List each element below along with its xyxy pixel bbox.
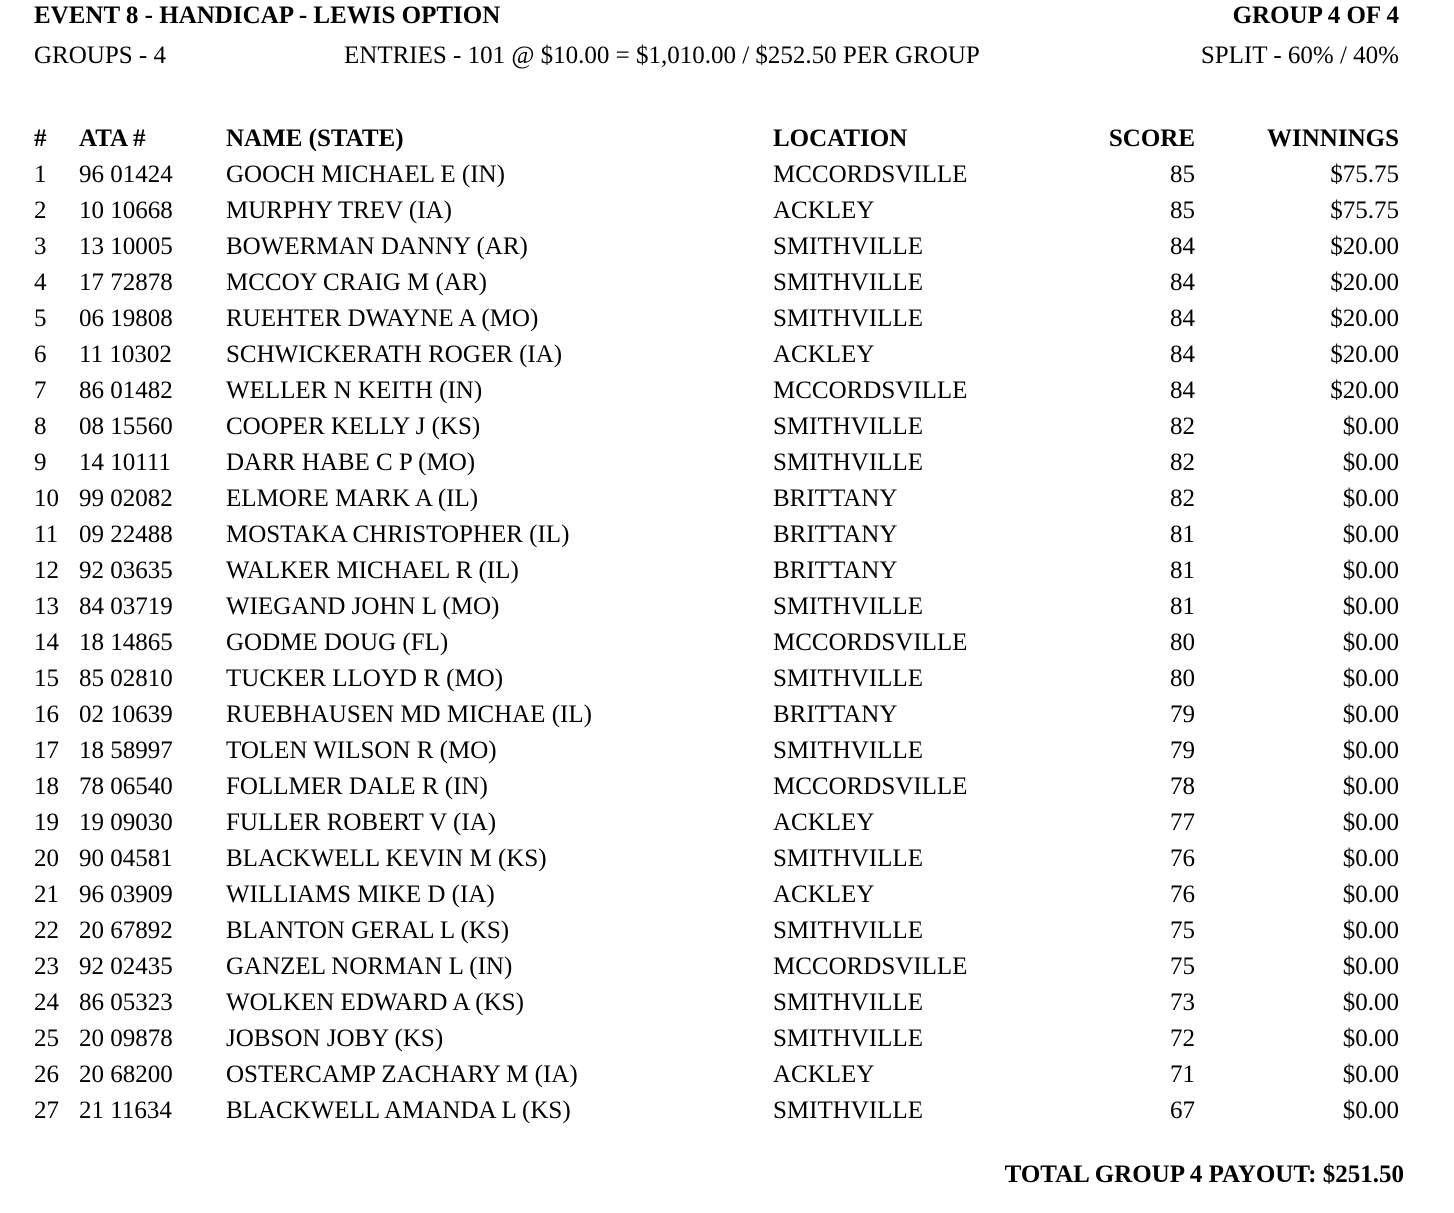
- row-number: 17: [34, 737, 59, 764]
- row-number: 1: [34, 161, 47, 188]
- table-row: [0, 268, 1454, 304]
- location: SMITHVILLE: [773, 917, 923, 944]
- table-row: [0, 196, 1454, 232]
- table-row: [0, 952, 1454, 988]
- shooter-name: BOWERMAN DANNY (AR): [226, 233, 528, 260]
- ata-number: 08 15560: [79, 413, 173, 440]
- row-number: 21: [34, 881, 59, 908]
- location: SMITHVILLE: [773, 269, 923, 296]
- shooter-name: ELMORE MARK A (IL): [226, 485, 479, 512]
- shooter-name: JOBSON JOBY (KS): [226, 1025, 444, 1052]
- winnings: $0.00: [1342, 809, 1399, 836]
- location: SMITHVILLE: [773, 593, 923, 620]
- location: SMITHVILLE: [773, 989, 923, 1016]
- column-header-score: SCORE: [1108, 125, 1195, 152]
- ata-number: 99 02082: [79, 485, 173, 512]
- ata-number: 18 14865: [79, 629, 173, 656]
- shooter-name: FOLLMER DALE R (IN): [226, 773, 488, 800]
- row-number: 15: [34, 665, 59, 692]
- column-header-name: NAME (STATE): [226, 125, 404, 152]
- winnings: $0.00: [1342, 917, 1399, 944]
- ata-number: 96 01424: [79, 161, 173, 188]
- location: BRITTANY: [773, 485, 898, 512]
- ata-number: 92 02435: [79, 953, 173, 980]
- winnings: $0.00: [1342, 413, 1399, 440]
- row-number: 4: [34, 269, 47, 296]
- shooter-name: MCCOY CRAIG M (AR): [226, 269, 487, 296]
- shooter-name: WELLER N KEITH (IN): [226, 377, 483, 404]
- score: 80: [1170, 665, 1195, 692]
- table-row: [0, 232, 1454, 268]
- winnings: $0.00: [1342, 1061, 1399, 1088]
- location: MCCORDSVILLE: [773, 629, 968, 656]
- score: 85: [1170, 161, 1195, 188]
- location: ACKLEY: [773, 809, 875, 836]
- location: SMITHVILLE: [773, 305, 923, 332]
- table-row: [0, 376, 1454, 412]
- score: 82: [1170, 485, 1195, 512]
- location: SMITHVILLE: [773, 413, 923, 440]
- ata-number: 19 09030: [79, 809, 173, 836]
- winnings: $0.00: [1342, 953, 1399, 980]
- row-number: 12: [34, 557, 59, 584]
- shooter-name: GODME DOUG (FL): [226, 629, 449, 656]
- score: 84: [1170, 305, 1195, 332]
- shooter-name: TOLEN WILSON R (MO): [226, 737, 497, 764]
- score: 79: [1170, 737, 1195, 764]
- score: 81: [1170, 557, 1195, 584]
- table-row: [0, 808, 1454, 844]
- shooter-name: BLANTON GERAL L (KS): [226, 917, 510, 944]
- location: BRITTANY: [773, 701, 898, 728]
- score: 67: [1170, 1097, 1195, 1124]
- location: SMITHVILLE: [773, 449, 923, 476]
- ata-number: 86 01482: [79, 377, 173, 404]
- shooter-name: RUEHTER DWAYNE A (MO): [226, 305, 539, 332]
- table-row: [0, 844, 1454, 880]
- location: SMITHVILLE: [773, 1025, 923, 1052]
- winnings: $20.00: [1330, 305, 1399, 332]
- winnings: $0.00: [1342, 665, 1399, 692]
- shooter-name: BLACKWELL KEVIN M (KS): [226, 845, 547, 872]
- shooter-name: WIEGAND JOHN L (MO): [226, 593, 500, 620]
- score: 80: [1170, 629, 1195, 656]
- table-row: [0, 592, 1454, 628]
- ata-number: 10 10668: [79, 197, 173, 224]
- ata-number: 92 03635: [79, 557, 173, 584]
- location: ACKLEY: [773, 341, 875, 368]
- winnings: $0.00: [1342, 989, 1399, 1016]
- row-number: 9: [34, 449, 47, 476]
- row-number: 23: [34, 953, 59, 980]
- table-row: [0, 1024, 1454, 1060]
- ata-number: 96 03909: [79, 881, 173, 908]
- winnings: $0.00: [1342, 449, 1399, 476]
- shooter-name: TUCKER LLOYD R (MO): [226, 665, 504, 692]
- ata-number: 78 06540: [79, 773, 173, 800]
- column-header-location: LOCATION: [773, 125, 908, 152]
- shooter-name: COOPER KELLY J (KS): [226, 413, 481, 440]
- table-row: [0, 880, 1454, 916]
- location: MCCORDSVILLE: [773, 953, 968, 980]
- ata-number: 14 10111: [79, 449, 171, 476]
- row-number: 2: [34, 197, 47, 224]
- score: 73: [1170, 989, 1195, 1016]
- row-number: 24: [34, 989, 59, 1016]
- location: SMITHVILLE: [773, 737, 923, 764]
- ata-number: 20 09878: [79, 1025, 173, 1052]
- column-header-winnings: WINNINGS: [1267, 125, 1399, 152]
- score: 79: [1170, 701, 1195, 728]
- ata-number: 84 03719: [79, 593, 173, 620]
- table-row: [0, 520, 1454, 556]
- winnings: $0.00: [1342, 557, 1399, 584]
- score: 76: [1170, 881, 1195, 908]
- table-row: [0, 160, 1454, 196]
- table-row: [0, 304, 1454, 340]
- split-info: SPLIT - 60% / 40%: [1200, 42, 1399, 69]
- score: 72: [1170, 1025, 1195, 1052]
- winnings: $0.00: [1342, 845, 1399, 872]
- table-row: [0, 340, 1454, 376]
- shooter-name: MOSTAKA CHRISTOPHER (IL): [226, 521, 570, 548]
- shooter-name: GOOCH MICHAEL E (IN): [226, 161, 505, 188]
- groups-count: GROUPS - 4: [34, 42, 166, 69]
- location: BRITTANY: [773, 521, 898, 548]
- ata-number: 90 04581: [79, 845, 173, 872]
- score: 75: [1170, 917, 1195, 944]
- winnings: $0.00: [1342, 773, 1399, 800]
- row-number: 20: [34, 845, 59, 872]
- ata-number: 18 58997: [79, 737, 173, 764]
- table-row: [0, 988, 1454, 1024]
- winnings: $0.00: [1342, 629, 1399, 656]
- winnings: $0.00: [1342, 593, 1399, 620]
- row-number: 8: [34, 413, 47, 440]
- score: 84: [1170, 269, 1195, 296]
- winnings: $20.00: [1330, 377, 1399, 404]
- location: ACKLEY: [773, 881, 875, 908]
- row-number: 7: [34, 377, 47, 404]
- shooter-name: GANZEL NORMAN L (IN): [226, 953, 513, 980]
- location: SMITHVILLE: [773, 1097, 923, 1124]
- table-row: [0, 484, 1454, 520]
- score: 77: [1170, 809, 1195, 836]
- ata-number: 21 11634: [79, 1097, 172, 1124]
- table-row: [0, 412, 1454, 448]
- score: 78: [1170, 773, 1195, 800]
- score: 84: [1170, 341, 1195, 368]
- shooter-name: WILLIAMS MIKE D (IA): [226, 881, 495, 908]
- ata-number: 02 10639: [79, 701, 173, 728]
- location: SMITHVILLE: [773, 845, 923, 872]
- winnings: $20.00: [1330, 341, 1399, 368]
- shooter-name: WOLKEN EDWARD A (KS): [226, 989, 524, 1016]
- location: BRITTANY: [773, 557, 898, 584]
- table-row: [0, 916, 1454, 952]
- winnings: $75.75: [1330, 161, 1399, 188]
- ata-number: 20 67892: [79, 917, 173, 944]
- winnings: $75.75: [1330, 197, 1399, 224]
- score: 75: [1170, 953, 1195, 980]
- table-row: [0, 736, 1454, 772]
- ata-number: 11 10302: [79, 341, 172, 368]
- row-number: 5: [34, 305, 47, 332]
- row-number: 19: [34, 809, 59, 836]
- table-row: [0, 1096, 1454, 1132]
- shooter-name: MURPHY TREV (IA): [226, 197, 452, 224]
- row-number: 16: [34, 701, 59, 728]
- score: 81: [1170, 521, 1195, 548]
- row-number: 10: [34, 485, 59, 512]
- winnings: $20.00: [1330, 233, 1399, 260]
- total-payout: TOTAL GROUP 4 PAYOUT: $251.50: [1004, 1161, 1404, 1188]
- row-number: 26: [34, 1061, 59, 1088]
- winnings: $0.00: [1342, 737, 1399, 764]
- location: ACKLEY: [773, 1061, 875, 1088]
- score: 84: [1170, 233, 1195, 260]
- score: 82: [1170, 413, 1195, 440]
- location: MCCORDSVILLE: [773, 773, 968, 800]
- ata-number: 86 05323: [79, 989, 173, 1016]
- score: 85: [1170, 197, 1195, 224]
- row-number: 3: [34, 233, 47, 260]
- shooter-name: FULLER ROBERT V (IA): [226, 809, 497, 836]
- table-row: [0, 700, 1454, 736]
- score: 76: [1170, 845, 1195, 872]
- column-header-ata: ATA #: [79, 125, 146, 152]
- group-label: GROUP 4 OF 4: [1232, 2, 1399, 29]
- shooter-name: DARR HABE C P (MO): [226, 449, 476, 476]
- shooter-name: RUEBHAUSEN MD MICHAE (IL): [226, 701, 592, 728]
- row-number: 14: [34, 629, 59, 656]
- winnings: $0.00: [1342, 485, 1399, 512]
- score: 84: [1170, 377, 1195, 404]
- location: SMITHVILLE: [773, 665, 923, 692]
- row-number: 25: [34, 1025, 59, 1052]
- shooter-name: WALKER MICHAEL R (IL): [226, 557, 519, 584]
- row-number: 11: [34, 521, 59, 548]
- winnings: $20.00: [1330, 269, 1399, 296]
- table-row: [0, 448, 1454, 484]
- winnings: $0.00: [1342, 1097, 1399, 1124]
- shooter-name: SCHWICKERATH ROGER (IA): [226, 341, 563, 368]
- ata-number: 85 02810: [79, 665, 173, 692]
- column-header-number: #: [34, 125, 47, 152]
- winnings: $0.00: [1342, 881, 1399, 908]
- ata-number: 13 10005: [79, 233, 173, 260]
- winnings: $0.00: [1342, 1025, 1399, 1052]
- score: 71: [1170, 1061, 1195, 1088]
- winnings: $0.00: [1342, 701, 1399, 728]
- row-number: 27: [34, 1097, 59, 1124]
- location: MCCORDSVILLE: [773, 161, 968, 188]
- ata-number: 06 19808: [79, 305, 173, 332]
- table-row: [0, 556, 1454, 592]
- row-number: 18: [34, 773, 59, 800]
- table-row: [0, 664, 1454, 700]
- score: 81: [1170, 593, 1195, 620]
- location: ACKLEY: [773, 197, 875, 224]
- shooter-name: BLACKWELL AMANDA L (KS): [226, 1097, 571, 1124]
- ata-number: 20 68200: [79, 1061, 173, 1088]
- ata-number: 09 22488: [79, 521, 173, 548]
- entries-summary: ENTRIES - 101 @ $10.00 = $1,010.00 / $252.50 PER GROUP: [344, 42, 980, 69]
- event-title: EVENT 8 - HANDICAP - LEWIS OPTION: [34, 2, 501, 29]
- table-row: [0, 1060, 1454, 1096]
- row-number: 6: [34, 341, 47, 368]
- location: SMITHVILLE: [773, 233, 923, 260]
- location: MCCORDSVILLE: [773, 377, 968, 404]
- row-number: 22: [34, 917, 59, 944]
- score: 82: [1170, 449, 1195, 476]
- ata-number: 17 72878: [79, 269, 173, 296]
- row-number: 13: [34, 593, 59, 620]
- table-row: [0, 772, 1454, 808]
- table-row: [0, 628, 1454, 664]
- shooter-name: OSTERCAMP ZACHARY M (IA): [226, 1061, 578, 1088]
- winnings: $0.00: [1342, 521, 1399, 548]
